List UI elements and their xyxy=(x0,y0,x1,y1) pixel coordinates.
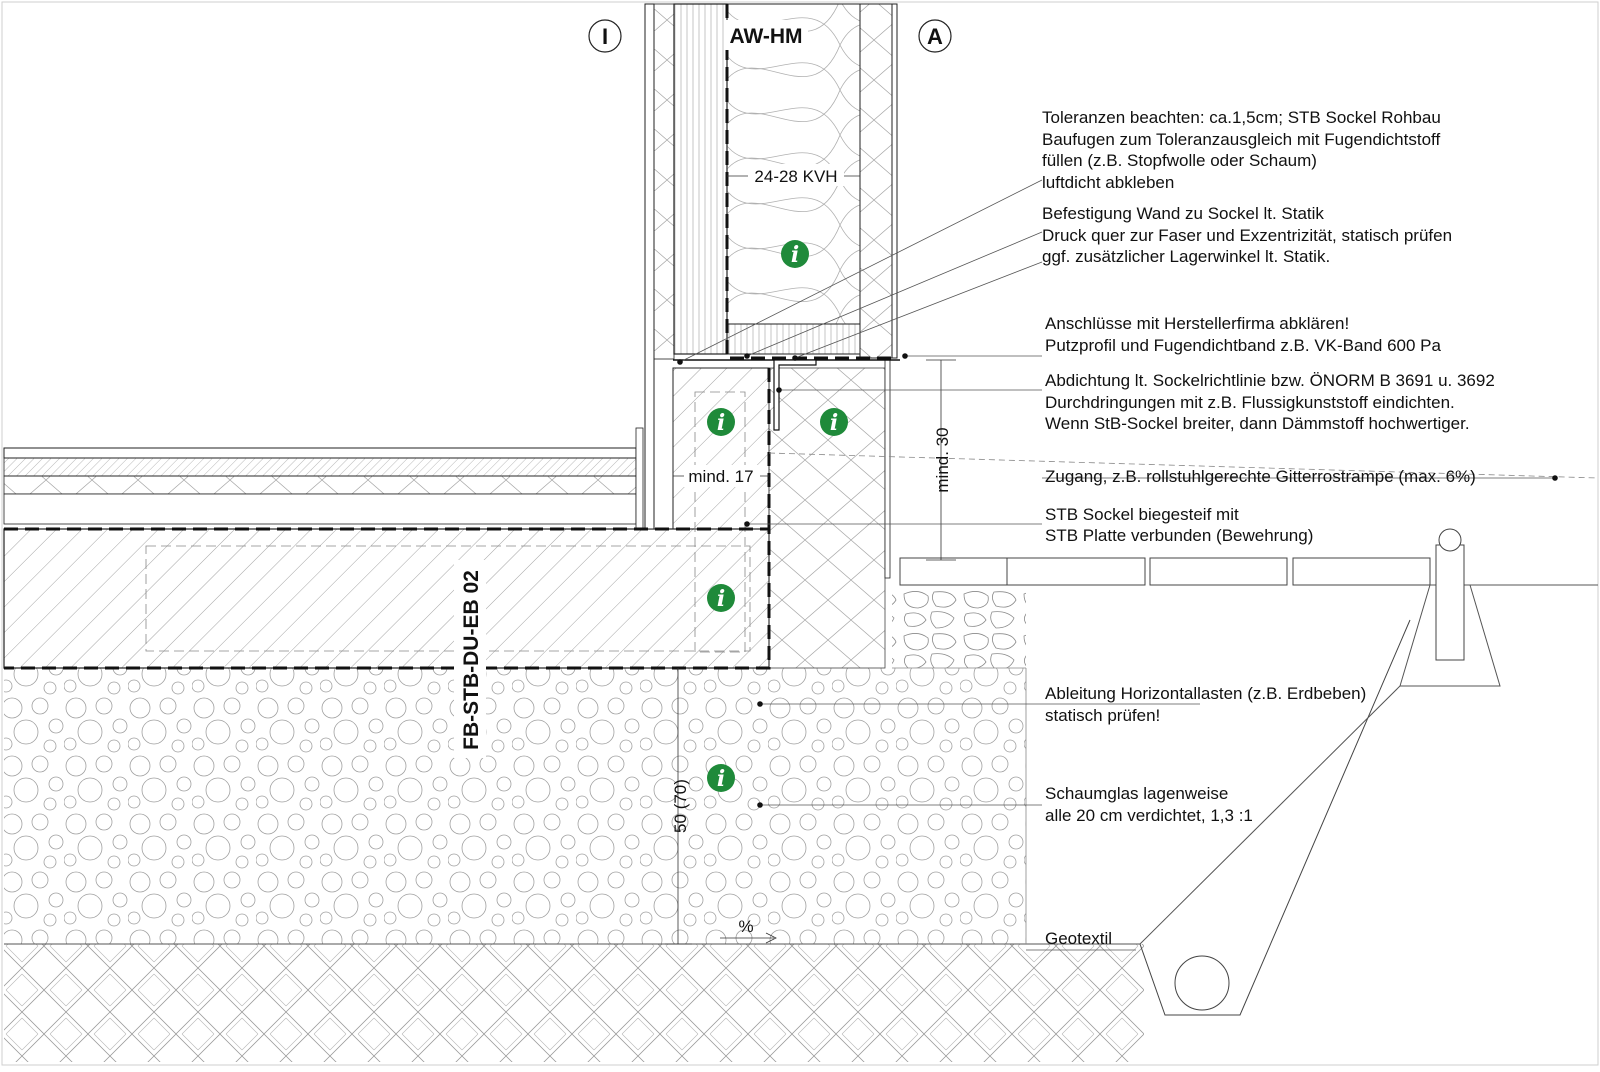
svg-text:Wenn StB-Sockel breiter, dann: Wenn StB-Sockel breiter, dann Dämmstoff hochwertiger. xyxy=(1045,414,1470,433)
axis-marker-inner xyxy=(589,20,621,52)
svg-text:I: I xyxy=(601,24,609,49)
svg-text:i: i xyxy=(790,242,800,268)
wall-type-tag[interactable] xyxy=(724,20,808,50)
svg-text:Druck quer zur Faser und Exzen: Druck quer zur Faser und Exzentrizität, statisch prüfen xyxy=(1042,226,1453,245)
svg-text:STB Platte verbunden (Bewehrun: STB Platte verbunden (Bewehrung) xyxy=(1045,526,1314,545)
drain-pipe xyxy=(1175,956,1229,1010)
svg-text:Durchdringungen mit z.B. Fluss: Durchdringungen mit z.B. Flussigkunststoff eindichten. xyxy=(1045,393,1455,412)
info-icon[interactable] xyxy=(781,240,809,268)
concrete-plinth xyxy=(673,368,769,529)
svg-text:Abdichtung lt. Sockelrichtlini: Abdichtung lt. Sockelrichtlinie bzw. ÖNORM B 3691 u. 3692 xyxy=(1045,371,1495,390)
info-icon[interactable] xyxy=(820,408,848,436)
svg-text:Geotextil: Geotextil xyxy=(1045,929,1113,948)
svg-text:statisch prüfen!: statisch prüfen! xyxy=(1045,706,1161,725)
svg-text:%: % xyxy=(738,917,754,936)
svg-text:i: i xyxy=(829,410,839,436)
note-access xyxy=(1045,467,1476,486)
note-foam-glass xyxy=(1045,784,1253,825)
svg-text:FB-STB-DU-EB 02: FB-STB-DU-EB 02 xyxy=(460,570,483,750)
concrete-slab xyxy=(4,529,769,668)
note-connections xyxy=(1045,314,1442,355)
note-horizontal-loads xyxy=(1045,684,1366,725)
info-icon[interactable] xyxy=(707,764,735,792)
svg-text:Befestigung Wand zu Sockel lt.: Befestigung Wand zu Sockel lt. Statik xyxy=(1042,204,1324,223)
info-icon[interactable] xyxy=(707,408,735,436)
pavers xyxy=(900,558,1430,585)
subsoil xyxy=(4,944,1144,1062)
timber-wall-panel xyxy=(674,4,727,354)
svg-text:i: i xyxy=(716,586,726,612)
note-plinth xyxy=(1045,505,1313,545)
note-geotextile xyxy=(1045,929,1112,948)
svg-text:STB Sockel biegesteif mit: STB Sockel biegesteif mit xyxy=(1045,505,1239,524)
svg-text:mind. 17: mind. 17 xyxy=(688,467,754,486)
axis-marker-outer xyxy=(919,20,951,52)
svg-text:i: i xyxy=(716,410,726,436)
svg-text:füllen (z.B. Stopfwolle oder S: füllen (z.B. Stopfwolle oder Schaum) xyxy=(1042,151,1317,170)
svg-text:Putzprofil und Fugendichtband: Putzprofil und Fugendichtband z.B. VK-Band 600 Pa xyxy=(1045,336,1441,355)
svg-text:AW-HM: AW-HM xyxy=(729,25,803,48)
svg-text:Baufugen zum Toleranzausgleich: Baufugen zum Toleranzausgleich mit Fugendichtstoff xyxy=(1042,130,1441,149)
svg-text:Anschlüsse mit Herstellerfirma: Anschlüsse mit Herstellerfirma abklären! xyxy=(1045,314,1350,333)
note-tolerances xyxy=(1042,108,1441,192)
schaumglas-layer xyxy=(4,668,1026,944)
svg-text:Ableitung Horizontallasten (z.: Ableitung Horizontallasten (z.B. Erdbeben) xyxy=(1045,684,1367,703)
info-icon[interactable] xyxy=(707,584,735,612)
note-sealing xyxy=(1045,371,1495,433)
svg-text:ggf. zusätzlicher Lagerwinkel: ggf. zusätzlicher Lagerwinkel lt. Statik. xyxy=(1042,247,1331,266)
svg-text:Schaumglas lagenweise: Schaumglas lagenweise xyxy=(1045,784,1229,803)
svg-text:luftdicht abkleben: luftdicht abkleben xyxy=(1042,173,1175,192)
svg-text:mind. 30: mind. 30 xyxy=(933,427,952,493)
svg-text:50 (70): 50 (70) xyxy=(671,779,690,833)
note-fixing xyxy=(1042,204,1452,266)
svg-text:i: i xyxy=(716,766,726,792)
drainage-gravel xyxy=(892,588,1026,668)
svg-text:A: A xyxy=(927,24,943,49)
svg-text:24-28 KVH: 24-28 KVH xyxy=(754,167,838,186)
floor-type-tag[interactable] xyxy=(454,560,486,758)
svg-text:Toleranzen beachten: ca.1,5cm;: Toleranzen beachten: ca.1,5cm; STB Sockel Rohbau xyxy=(1042,108,1441,127)
dimension-min17 xyxy=(673,465,769,487)
svg-text:Zugang, z.B. rollstuhlgerechte: Zugang, z.B. rollstuhlgerechte Gitterrostrampe (max. 6%) xyxy=(1045,467,1476,486)
svg-text:alle 20 cm verdichtet, 1,3 :1: alle 20 cm verdichtet, 1,3 :1 xyxy=(1045,806,1253,825)
